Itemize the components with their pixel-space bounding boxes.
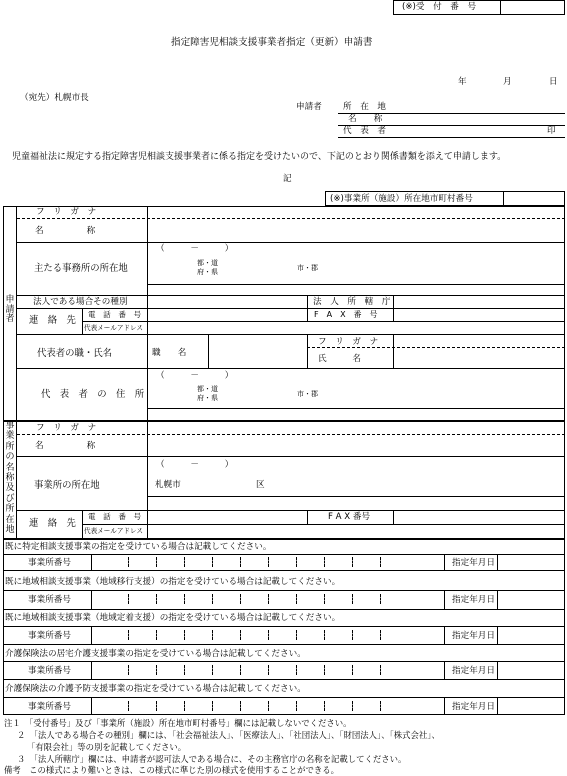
office-number-label: (※)事業所（施設）所在地市町村番号 [330, 194, 473, 204]
office-no-cells[interactable] [154, 554, 494, 570]
note-2: ２ 「法人である場合その種別」欄には、「社会福祉法人」、「医療法人」、「社団法人」、「財団法人」、「株式会社」、 [17, 730, 440, 740]
applicant-rep-label: 代 表 者 [343, 126, 386, 136]
note-2-cont: 「有限会社」等の別を記載してください。 [27, 742, 187, 752]
office-side-label: 事 業 所 の 名 称 及 び 所 在 地 [5, 421, 15, 536]
office-city: 札幌市 [155, 480, 181, 490]
rep-city-label: 市・郡 [297, 390, 318, 398]
office-furigana-label: フ リ ガ ナ [36, 423, 97, 433]
date-day: 日 [549, 77, 558, 87]
rep-furigana-label: フ リ ガ ナ [318, 337, 379, 347]
pref-line1: 都・道 [197, 259, 218, 267]
office-no-label: 事業所番号 [28, 631, 71, 641]
designation-heading: 介護保険法の居宅介護支援事業の指定を受けている場合は記載してください。 [5, 649, 306, 659]
designation-date-label: 指定年月日 [452, 595, 495, 605]
applicant-name-row-label: 名 称 [35, 226, 96, 236]
receipt-number-label: (※)受 付 番 号 [402, 2, 477, 12]
rep-pref-line1: 都・道 [197, 385, 218, 393]
city-label: 市・郡 [297, 264, 318, 272]
tel-label: 電 話 番 号 [88, 310, 142, 319]
office-no-label: 事業所番号 [28, 558, 71, 568]
office-ward: 区 [256, 480, 265, 490]
designation-date-label: 指定年月日 [452, 666, 495, 676]
pref-line2: 府・県 [197, 268, 218, 276]
office-no-label: 事業所番号 [28, 702, 71, 712]
applicant-name-label: 名 称 [348, 114, 383, 124]
office-no-label: 事業所番号 [28, 595, 71, 605]
applicant-label: 申請者 [296, 102, 322, 112]
date-month: 月 [503, 77, 512, 87]
applicant-side-label: 申 請 者 [5, 295, 15, 325]
designation-date-label: 指定年月日 [452, 702, 495, 712]
note-1: 注１ 「受付番号」及び「事業所（施設）所在地市町村番号」欄には記載しないでください。 [4, 718, 352, 728]
note-3: ３ 「法人所轄庁」欄には、申請者が認可法人である場合に、その主務官庁の名称を記載してください。 [17, 754, 407, 764]
office-contact-label: 連 絡 先 [29, 518, 76, 529]
office-fax-label: F A X 番号 [328, 512, 371, 522]
form-title: 指定障害児相談支援事業者指定（更新）申請書 [171, 37, 373, 48]
office-no-cells[interactable] [154, 591, 494, 607]
postal-code: （ － ） [156, 244, 234, 254]
corp-type-label: 法人である場合その種別 [33, 297, 128, 307]
office-postal-code: （ － ） [156, 460, 234, 470]
office-tel-label: 電 話 番 号 [88, 512, 142, 521]
fax-label: F A X 番 号 [314, 310, 378, 319]
office-name-label: 名 称 [35, 441, 96, 451]
office-no-cells[interactable] [154, 627, 494, 643]
rep-name-label: 氏 名 [318, 354, 361, 364]
office-address-label: 事業所の所在地 [34, 480, 100, 491]
name-input[interactable] [149, 220, 563, 240]
designation-date-label: 指定年月日 [452, 631, 495, 641]
office-no-cells[interactable] [154, 662, 494, 678]
designation-date-label: 指定年月日 [452, 558, 495, 568]
note-remarks: 備考 この様式により難いときは、この様式に準じた別の様式を使用することができる。 [4, 765, 339, 775]
email-label: 代表メールアドレス [84, 324, 144, 332]
position-label: 職 名 [152, 348, 187, 358]
rep-address-label: 代 表 者 の 住 所 [41, 389, 145, 400]
designation-heading: 既に特定相談支援事業の指定を受けている場合は記載してください。 [5, 542, 272, 552]
designation-heading: 既に地域相談支援事業（地域定着支援）の指定を受けている場合は記載してください。 [5, 613, 341, 623]
designation-heading: 既に地域相談支援事業（地域移行支援）の指定を受けている場合は記載してください。 [5, 577, 341, 587]
addressee: （宛先）札幌市長 [20, 93, 89, 103]
rep-title-label: 代表者の職・氏名 [37, 348, 113, 359]
rep-pref-line2: 府・県 [197, 394, 218, 402]
designation-heading: 介護保険法の介護予防支援事業の指定を受けている場合は記載してください。 [5, 684, 306, 694]
rep-postal-code: （ － ） [156, 371, 234, 381]
applicant-location-label: 所 在 地 [343, 102, 386, 112]
receipt-number-input[interactable] [501, 1, 564, 14]
seal-mark: 印 [547, 126, 556, 136]
address-label: 主たる事務所の所在地 [34, 263, 128, 274]
furigana-input[interactable] [149, 207, 563, 217]
furigana-label: フ リ ガ ナ [36, 207, 97, 217]
corp-authority-label: 法 人 所 轄 庁 [313, 297, 391, 307]
office-no-label: 事業所番号 [28, 666, 71, 676]
intro-text: 児童福祉法に規定する指定障害児相談支援事業者に係る指定を受けたいので、下記のとおり関係書類を添えて申請します。 [12, 152, 507, 162]
office-email-label: 代表メールアドレス [84, 527, 144, 535]
office-no-cells[interactable] [154, 698, 494, 714]
contact-label: 連 絡 先 [29, 315, 76, 326]
date-year: 年 [458, 77, 467, 87]
ki-label: 記 [283, 174, 292, 184]
